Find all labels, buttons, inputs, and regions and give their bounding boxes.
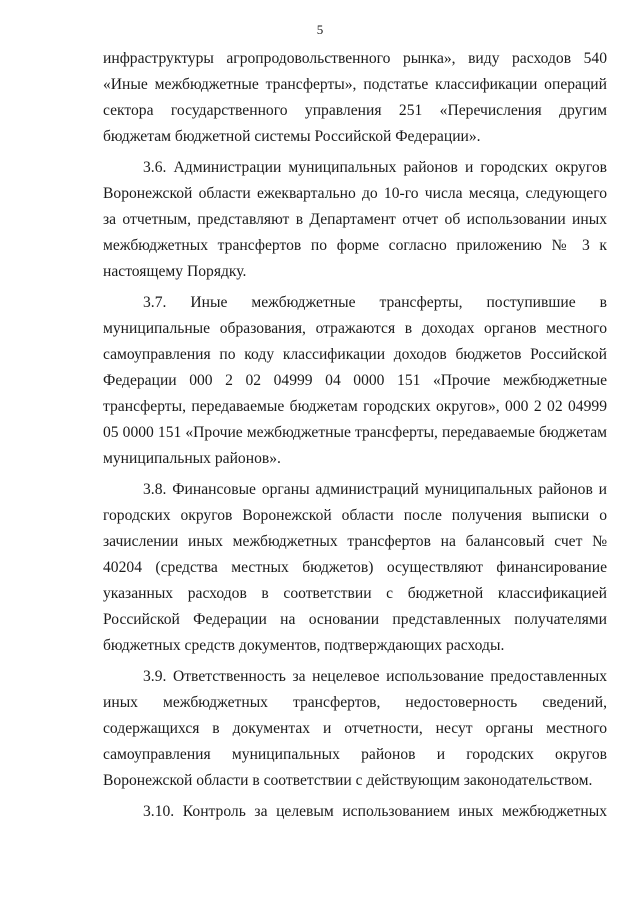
paragraph-3-6: 3.6. Администрации муниципальных районов и городских округов Воронежской области ежеквартально до 10-го числа месяца, следующего за отчетным, представляют в Департамент отчет об использовании иных межбюджетных трансфертов по форме согласно приложению № 3 к настоящему Порядку. xyxy=(103,159,607,280)
paragraph-3-9: 3.9. Ответственность за нецелевое использование предоставленных иных межбюджетных трансфертов, недостоверность сведений, содержащихся в документах и отчетности, несут органы местного самоуправления муниципальных районов и городских округов Воронежской области в соответствии с действующим законодательством. xyxy=(103,668,607,789)
paragraph-3-10: 3.10. Контроль за целевым использованием иных межбюджетных xyxy=(143,803,607,820)
document-body xyxy=(103,46,607,825)
paragraph-continuation: инфраструктуры агропродовольственного рынка», виду расходов 540 «Иные межбюджетные трансферты», подстатье классификации операций сектора государственного управления 251 «Перечисления другим бюджетам бюджетной системы Российской Федерации». xyxy=(103,50,607,145)
page-number: 5 xyxy=(316,22,324,37)
paragraph-3-8: 3.8. Финансовые органы администраций муниципальных районов и городских округов Воронежской области после получения выписки о зачислении иных межбюджетных трансфертов на балансовый счет № 40204 (средства местных бюджетов) осуществляют финансирование указанных расходов в соответствии с бюджетной классификацией Российской Федерации на основании представленных получателями бюджетных средств документов, подтверждающих расходы. xyxy=(103,481,607,654)
paragraph-3-7: 3.7. Иные межбюджетные трансферты, поступившие в муниципальные образования, отражаются в доходах органов местного самоуправления по коду классификации доходов бюджетов Российской Федерации 000 2 02 04999 04 0000 151 «Прочие межбюджетные трансферты, передаваемые бюджетам городских округов», 000 2 02 04999 05 0000 151 «Прочие межбюджетные трансферты, передаваемые бюджетам муниципальных районов». xyxy=(103,294,607,467)
